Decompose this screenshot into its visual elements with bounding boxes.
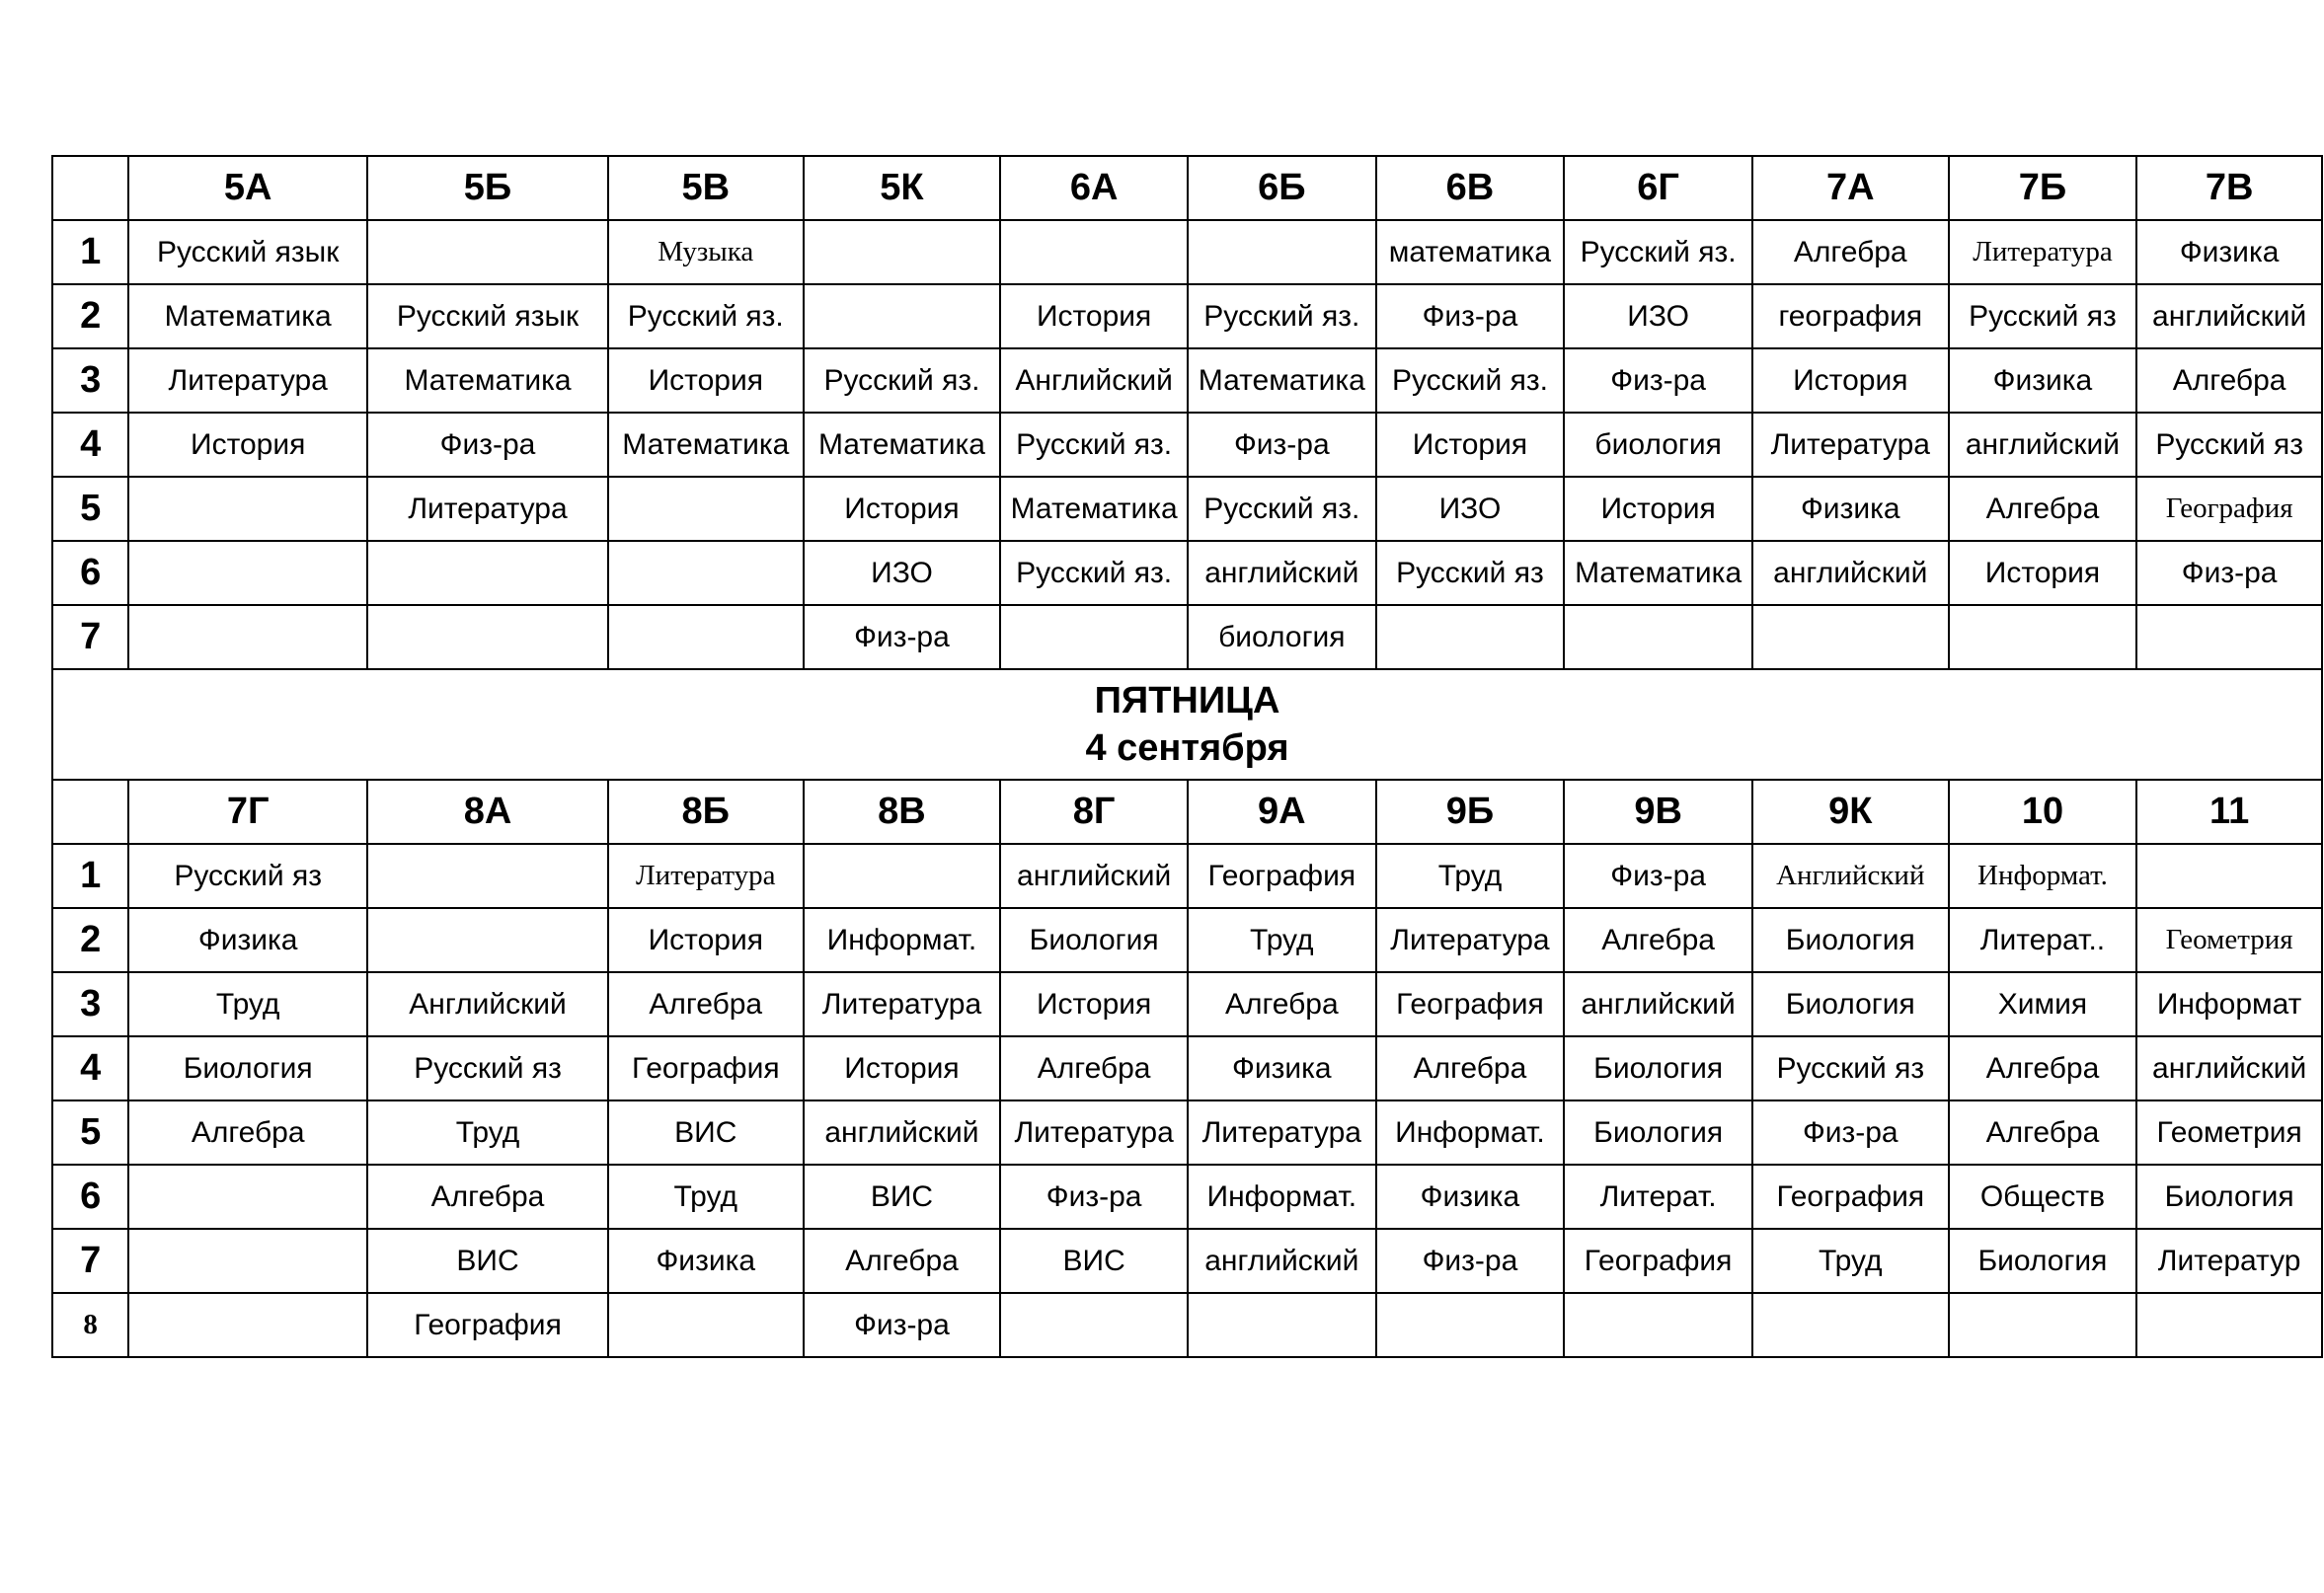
lesson-cell: Биология (1752, 908, 1949, 972)
lesson-cell (1752, 605, 1949, 669)
lesson-cell: География (608, 1036, 804, 1100)
lesson-cell: История (128, 413, 367, 477)
lesson-cell (1188, 1293, 1376, 1357)
lesson-cell: Алгебра (1376, 1036, 1565, 1100)
lesson-cell: ИЗО (804, 541, 1001, 605)
lesson-cell: Физика (128, 908, 367, 972)
lesson-cell (367, 605, 608, 669)
class-header: 5В (608, 156, 804, 220)
class-header: 6В (1376, 156, 1565, 220)
lesson-cell: английский (2136, 1036, 2322, 1100)
lesson-cell (367, 220, 608, 284)
lesson-cell: Труд (608, 1165, 804, 1229)
lesson-cell: Математика (1188, 348, 1376, 413)
lesson-cell: Музыка (608, 220, 804, 284)
class-header: 7А (1752, 156, 1949, 220)
lesson-cell (2136, 844, 2322, 908)
lesson-row (52, 1036, 2322, 1100)
lesson-cell (367, 908, 608, 972)
class-header-row (52, 780, 2322, 844)
lesson-cell: Алгебра (2136, 348, 2322, 413)
class-header: 5А (128, 156, 367, 220)
class-header: 5Б (367, 156, 608, 220)
lesson-cell: История (1000, 284, 1188, 348)
lesson-cell: английский (1564, 972, 1752, 1036)
class-header: 6А (1000, 156, 1188, 220)
lesson-cell: Алгебра (367, 1165, 608, 1229)
lesson-cell (1000, 605, 1188, 669)
lesson-cell: Русский яз (1376, 541, 1565, 605)
lesson-cell: Русский яз (367, 1036, 608, 1100)
class-header: 9К (1752, 780, 1949, 844)
lesson-cell: Труд (367, 1100, 608, 1165)
lesson-cell: Русский яз. (1188, 477, 1376, 541)
lesson-cell: Русский яз. (608, 284, 804, 348)
lesson-cell: Русский яз. (1376, 348, 1565, 413)
lesson-cell: география (1752, 284, 1949, 348)
lesson-cell: Математика (128, 284, 367, 348)
lesson-cell: Физ-ра (804, 605, 1001, 669)
lesson-cell: английский (804, 1100, 1001, 1165)
day-row (52, 669, 2322, 780)
lesson-cell: Математика (1000, 477, 1188, 541)
lesson-cell: Литература (1752, 413, 1949, 477)
schedule-table (51, 155, 2323, 1358)
lesson-cell: английский (1949, 413, 2137, 477)
lesson-cell: ИЗО (1376, 477, 1565, 541)
lesson-cell: Физика (608, 1229, 804, 1293)
class-header: 7В (2136, 156, 2322, 220)
lesson-cell: Физика (1752, 477, 1949, 541)
lesson-cell: ВИС (1000, 1229, 1188, 1293)
class-header: 8А (367, 780, 608, 844)
lesson-cell: Алгебра (1949, 1100, 2137, 1165)
lesson-cell: Физ-ра (804, 1293, 1001, 1357)
lesson-cell: ВИС (367, 1229, 608, 1293)
lesson-cell: Физ-ра (1564, 348, 1752, 413)
lesson-cell (804, 220, 1001, 284)
lesson-cell: Физика (1188, 1036, 1376, 1100)
weekday-title: ПЯТНИЦА (1094, 680, 1280, 721)
lesson-cell: ВИС (804, 1165, 1001, 1229)
lesson-cell: Физика (1949, 348, 2137, 413)
lesson-cell (128, 1293, 367, 1357)
lesson-number: 2 (52, 908, 128, 972)
lesson-cell: История (608, 348, 804, 413)
lesson-cell: История (1376, 413, 1565, 477)
lesson-cell: Труд (1188, 908, 1376, 972)
lesson-cell: Русский яз. (1000, 413, 1188, 477)
corner-cell (52, 780, 128, 844)
lesson-cell: Геометрия (2136, 908, 2322, 972)
class-header: 6Б (1188, 156, 1376, 220)
lesson-cell (608, 477, 804, 541)
lesson-cell: Английский (1000, 348, 1188, 413)
lesson-cell (1564, 1293, 1752, 1357)
lesson-cell: Физ-ра (1752, 1100, 1949, 1165)
lesson-number: 2 (52, 284, 128, 348)
lesson-cell: Физика (1376, 1165, 1565, 1229)
lesson-number: 3 (52, 972, 128, 1036)
lesson-cell (608, 605, 804, 669)
lesson-cell: Русский яз (2136, 413, 2322, 477)
lesson-cell: Биология (128, 1036, 367, 1100)
lesson-cell: История (804, 1036, 1001, 1100)
lesson-cell: Биология (1752, 972, 1949, 1036)
day-cell (52, 669, 2322, 780)
lesson-cell: Биология (1564, 1100, 1752, 1165)
lesson-cell (1000, 1293, 1188, 1357)
lesson-cell (804, 284, 1001, 348)
lesson-cell: География (1752, 1165, 1949, 1229)
lesson-cell: Математика (804, 413, 1001, 477)
lesson-cell: Литература (367, 477, 608, 541)
lesson-cell (1949, 1293, 2137, 1357)
lesson-number: 4 (52, 1036, 128, 1100)
lesson-cell: Литература (608, 844, 804, 908)
date-title: 4 сентября (1085, 727, 1289, 769)
lesson-cell: Алгебра (608, 972, 804, 1036)
lesson-cell: Биология (2136, 1165, 2322, 1229)
lesson-cell: Русский яз (1949, 284, 2137, 348)
class-header: 11 (2136, 780, 2322, 844)
class-header: 6Г (1564, 156, 1752, 220)
lesson-cell: История (1000, 972, 1188, 1036)
lesson-row (52, 908, 2322, 972)
lesson-row (52, 477, 2322, 541)
class-header: 8Б (608, 780, 804, 844)
lesson-row (52, 972, 2322, 1036)
lesson-cell: История (804, 477, 1001, 541)
lesson-cell: История (1752, 348, 1949, 413)
lesson-cell (128, 605, 367, 669)
lesson-cell (1376, 605, 1565, 669)
lesson-number: 7 (52, 605, 128, 669)
lesson-cell: Алгебра (1949, 477, 2137, 541)
lesson-cell: Физ-ра (1564, 844, 1752, 908)
top-section (52, 156, 2322, 669)
lesson-cell: Литература (1000, 1100, 1188, 1165)
lesson-row (52, 413, 2322, 477)
lesson-cell: Русский язык (128, 220, 367, 284)
lesson-cell: английский (2136, 284, 2322, 348)
lesson-cell (367, 541, 608, 605)
lesson-cell (608, 1293, 804, 1357)
lesson-cell: Математика (608, 413, 804, 477)
lesson-cell: Русский яз. (1564, 220, 1752, 284)
class-header: 9А (1188, 780, 1376, 844)
lesson-cell: География (1188, 844, 1376, 908)
lesson-cell: Труд (1376, 844, 1565, 908)
lesson-cell: Биология (1949, 1229, 2137, 1293)
lesson-cell (367, 844, 608, 908)
lesson-cell: География (1564, 1229, 1752, 1293)
lesson-cell: ИЗО (1564, 284, 1752, 348)
lesson-cell: География (1376, 972, 1565, 1036)
class-header: 9Б (1376, 780, 1565, 844)
lesson-cell: биология (1188, 605, 1376, 669)
lesson-cell: Русский яз. (1188, 284, 1376, 348)
lesson-number: 5 (52, 477, 128, 541)
lesson-cell: Алгебра (804, 1229, 1001, 1293)
lesson-row (52, 605, 2322, 669)
lesson-cell: Физ-ра (1188, 413, 1376, 477)
class-header: 8Г (1000, 780, 1188, 844)
class-header-row (52, 156, 2322, 220)
lesson-cell (608, 541, 804, 605)
lesson-cell: Литерат.. (1949, 908, 2137, 972)
day-section (52, 669, 2322, 780)
lesson-cell: Английский (367, 972, 608, 1036)
lesson-row (52, 844, 2322, 908)
lesson-number: 1 (52, 844, 128, 908)
lesson-cell: Литература (804, 972, 1001, 1036)
lesson-cell (2136, 605, 2322, 669)
lesson-cell: Физ-ра (1376, 1229, 1565, 1293)
lesson-cell: История (1949, 541, 2137, 605)
lesson-cell: Физика (2136, 220, 2322, 284)
lesson-cell: География (2136, 477, 2322, 541)
lesson-cell: Алгебра (1188, 972, 1376, 1036)
lesson-cell: Геометрия (2136, 1100, 2322, 1165)
lesson-cell: Физ-ра (2136, 541, 2322, 605)
lesson-cell: Литерат. (1564, 1165, 1752, 1229)
class-header: 8В (804, 780, 1001, 844)
lesson-cell: Химия (1949, 972, 2137, 1036)
lesson-number: 5 (52, 1100, 128, 1165)
lesson-cell: Русский язык (367, 284, 608, 348)
lesson-row (52, 348, 2322, 413)
lesson-cell: Литература (1188, 1100, 1376, 1165)
class-header: 9В (1564, 780, 1752, 844)
lesson-cell: Литератур (2136, 1229, 2322, 1293)
lesson-cell: Алгебра (1000, 1036, 1188, 1100)
lesson-row (52, 1229, 2322, 1293)
lesson-cell (1188, 220, 1376, 284)
lesson-cell: Математика (1564, 541, 1752, 605)
lesson-cell: История (608, 908, 804, 972)
class-header: 5К (804, 156, 1001, 220)
lesson-cell: Биология (1000, 908, 1188, 972)
lesson-number: 3 (52, 348, 128, 413)
lesson-cell (2136, 1293, 2322, 1357)
lesson-cell (1752, 1293, 1949, 1357)
lesson-cell: Русский яз. (1000, 541, 1188, 605)
lesson-row (52, 541, 2322, 605)
lesson-cell: Труд (1752, 1229, 1949, 1293)
class-header: 7Б (1949, 156, 2137, 220)
lesson-cell: Алгебра (1564, 908, 1752, 972)
lesson-cell: Труд (128, 972, 367, 1036)
lesson-number: 6 (52, 541, 128, 605)
corner-cell (52, 156, 128, 220)
lesson-row (52, 220, 2322, 284)
lesson-cell: Физ-ра (367, 413, 608, 477)
class-header: 7Г (128, 780, 367, 844)
lesson-row (52, 1293, 2322, 1357)
lesson-cell: Русский яз. (804, 348, 1001, 413)
lesson-cell: Физ-ра (1000, 1165, 1188, 1229)
lesson-cell: ВИС (608, 1100, 804, 1165)
lesson-number: 6 (52, 1165, 128, 1229)
lesson-cell (128, 541, 367, 605)
lesson-cell (128, 1229, 367, 1293)
lesson-row (52, 284, 2322, 348)
lesson-cell: Информат (2136, 972, 2322, 1036)
lesson-row (52, 1100, 2322, 1165)
lesson-cell: История (1564, 477, 1752, 541)
lesson-cell: биология (1564, 413, 1752, 477)
bottom-section (52, 780, 2322, 1357)
lesson-cell: Алгебра (128, 1100, 367, 1165)
lesson-cell: Информат. (1188, 1165, 1376, 1229)
lesson-cell: Физ-ра (1376, 284, 1565, 348)
lesson-cell (128, 1165, 367, 1229)
class-header: 10 (1949, 780, 2137, 844)
lesson-cell: Литература (1376, 908, 1565, 972)
lesson-cell: Литература (1949, 220, 2137, 284)
lesson-cell: География (367, 1293, 608, 1357)
lesson-cell: Математика (367, 348, 608, 413)
lesson-cell: Алгебра (1949, 1036, 2137, 1100)
lesson-cell: Информат. (1949, 844, 2137, 908)
lesson-cell: Алгебра (1752, 220, 1949, 284)
lesson-cell (804, 844, 1001, 908)
lesson-number: 8 (52, 1293, 128, 1357)
lesson-cell: английский (1000, 844, 1188, 908)
lesson-number: 7 (52, 1229, 128, 1293)
lesson-number: 4 (52, 413, 128, 477)
lesson-cell: Информат. (804, 908, 1001, 972)
lesson-cell: английский (1188, 541, 1376, 605)
lesson-cell (1564, 605, 1752, 669)
lesson-cell: Русский яз (1752, 1036, 1949, 1100)
lesson-cell: Обществ (1949, 1165, 2137, 1229)
lesson-cell: Русский яз (128, 844, 367, 908)
lesson-cell: английский (1188, 1229, 1376, 1293)
lesson-cell (128, 477, 367, 541)
lesson-number: 1 (52, 220, 128, 284)
lesson-cell (1376, 1293, 1565, 1357)
lesson-cell: Информат. (1376, 1100, 1565, 1165)
lesson-cell (1949, 605, 2137, 669)
lesson-cell: математика (1376, 220, 1565, 284)
lesson-row (52, 1165, 2322, 1229)
lesson-cell: Биология (1564, 1036, 1752, 1100)
lesson-cell (1000, 220, 1188, 284)
lesson-cell: английский (1752, 541, 1949, 605)
lesson-cell: Литература (128, 348, 367, 413)
lesson-cell: Английский (1752, 844, 1949, 908)
